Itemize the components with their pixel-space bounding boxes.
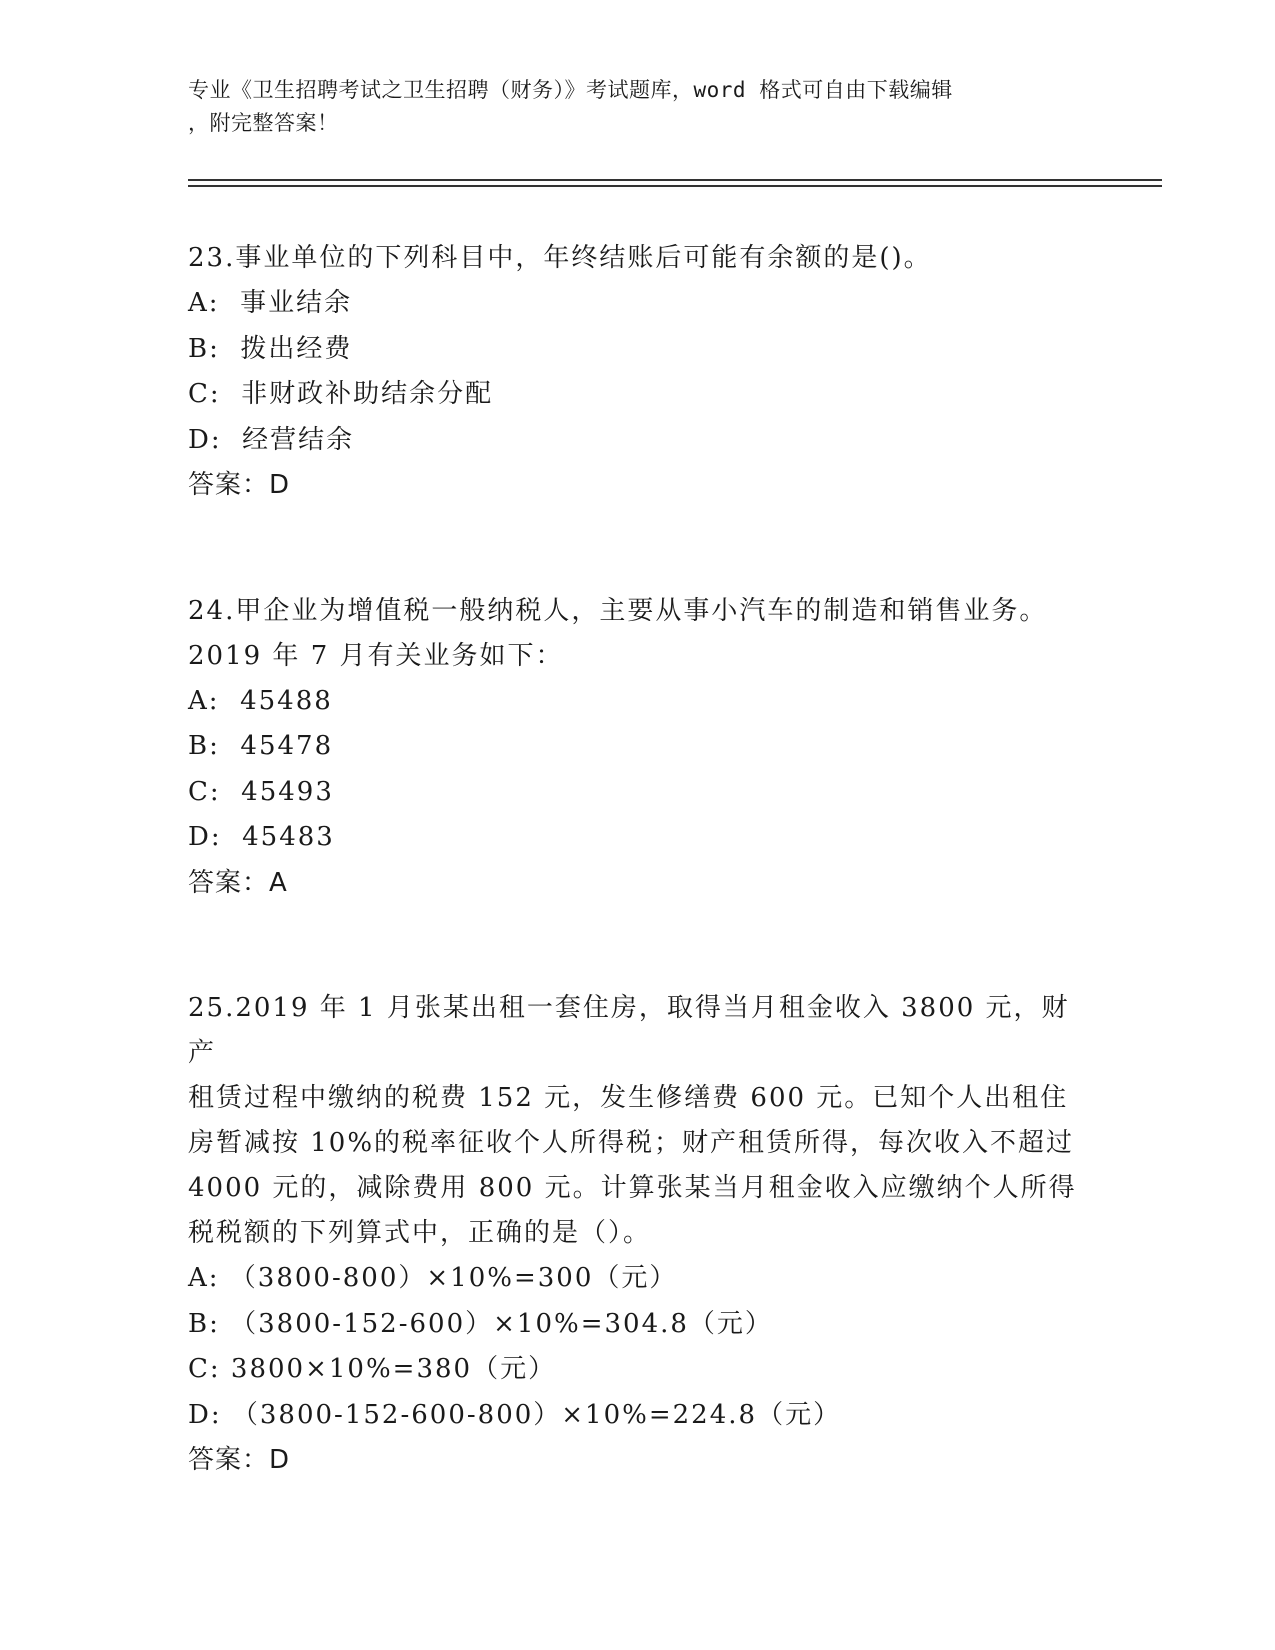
header-line-2: ，附完整答案！: [188, 111, 339, 135]
option-c: C: 3800×10%=380（元）: [188, 1354, 557, 1384]
option-a: A: 45488: [188, 685, 333, 716]
header-divider-top: [188, 179, 1162, 181]
option-d: D: （3800-152-600-800）×10%=224.8（元）: [188, 1399, 842, 1430]
question-list: [188, 236, 1088, 1484]
question-text: 25.2019 年 1 月张某出租一套住房，取得当月租金收入 3800 元，财产: [188, 993, 1070, 1068]
question-text: 24.甲企业为增值税一般纳税人，主要从事小汽车的制造和销售业务。: [188, 595, 1048, 626]
question-text: 税税额的下列算式中，正确的是（）。: [188, 1218, 652, 1248]
document-header: [188, 74, 1088, 140]
answer: 答案：D: [188, 1445, 291, 1475]
question-text: 租赁过程中缴纳的税费 152 元，发生修缮费 600 元。已知个人出租住: [188, 1083, 1069, 1113]
option-b: B: 拨出经费: [188, 333, 353, 364]
option-c: C: 45493: [188, 776, 334, 807]
option-a: A: 事业结余: [188, 288, 353, 318]
question-23: [188, 236, 1088, 509]
option-c: C: 非财政补助结余分配: [188, 379, 494, 409]
answer: 答案：D: [188, 470, 291, 500]
question-25: [188, 986, 1088, 1484]
header-divider-bottom: [188, 185, 1162, 187]
question-text: 2019 年 7 月有关业务如下：: [188, 640, 564, 671]
question-text: 23.事业单位的下列科目中，年终结账后可能有余额的是()。: [188, 243, 932, 273]
question-text: 房暂减按 10%的税率征收个人所得税；财产租赁所得，每次收入不超过: [188, 1128, 1075, 1158]
option-d: D: 45483: [188, 822, 335, 852]
option-b: B: 45478: [188, 731, 334, 761]
option-b: B: （3800-152-600）×10%=304.8（元）: [188, 1308, 773, 1339]
question-24: [188, 589, 1088, 907]
answer: 答案：A: [188, 867, 288, 898]
question-text: 4000 元的，减除费用 800 元。计算张某当月租金收入应缴纳个人所得: [188, 1173, 1077, 1203]
header-line-1: 专业《卫生招聘考试之卫生招聘（财务）》考试题库，word 格式可自由下载编辑: [188, 78, 953, 102]
option-d: D: 经营结余: [188, 424, 355, 455]
option-a: A: （3800-800）×10%=300（元）: [188, 1263, 678, 1293]
